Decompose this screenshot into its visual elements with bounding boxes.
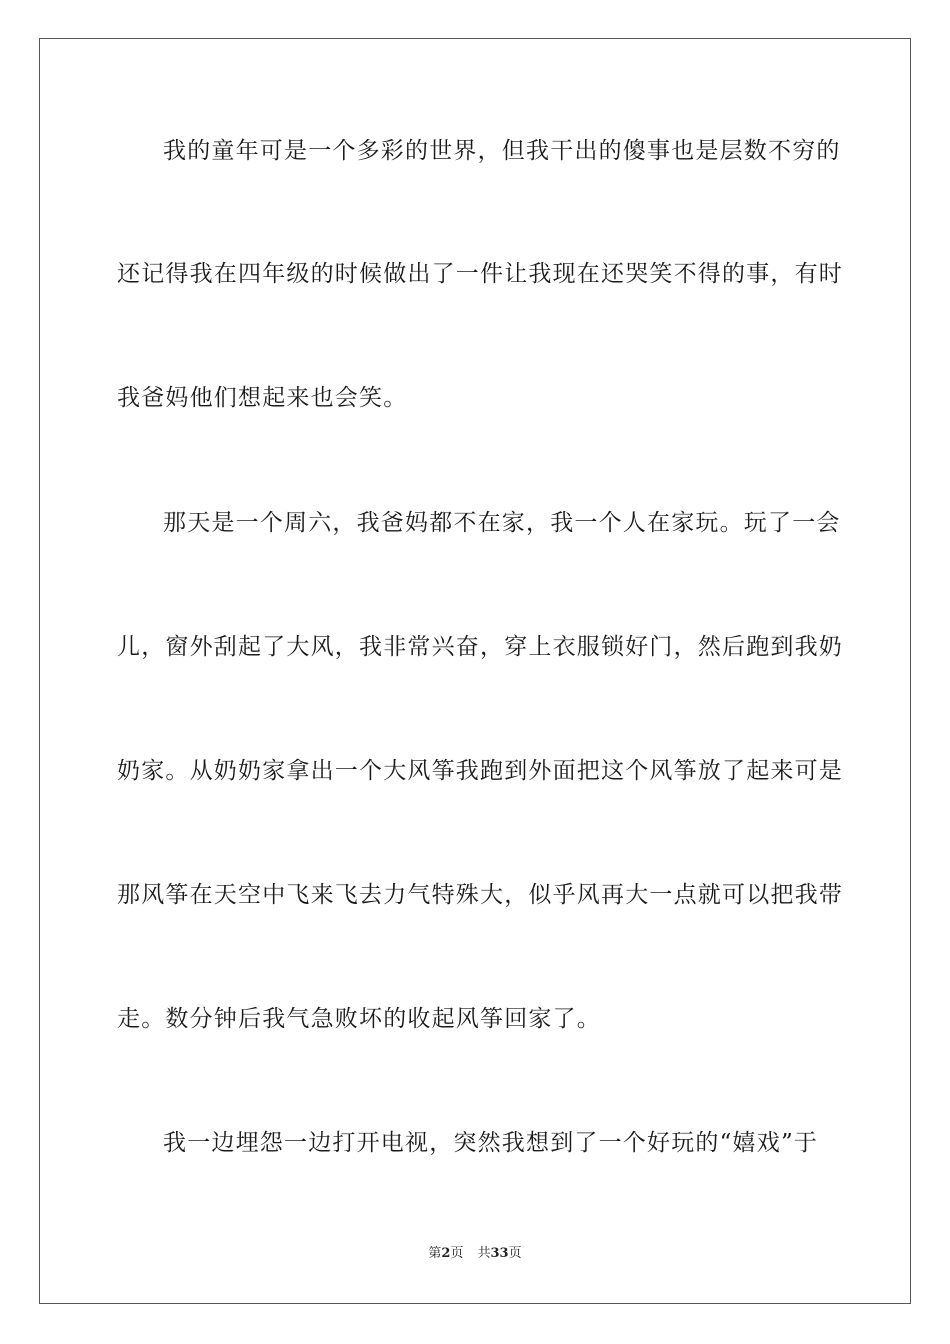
paragraph-1-line-2: 还记得我在四年级的时候做出了一件让我现在还哭笑不得的事，有时 <box>117 261 843 287</box>
paragraph-2-line-3: 奶家。从奶奶家拿出一个大风筝我跑到外面把这个风筝放了起来可是 <box>117 758 843 784</box>
paragraph-2-line-1: 那天是一个周六，我爸妈都不在家，我一个人在家玩。玩了一会 <box>163 510 841 536</box>
paragraph-2-line-5: 走。数分钟后我气急败坏的收起风筝回家了。 <box>117 1006 601 1032</box>
paragraph-2-line-2: 儿，窗外刮起了大风，我非常兴奋，穿上衣服锁好门，然后跑到我奶 <box>117 634 843 660</box>
paragraph-2-line-4: 那风筝在天空中飞来飞去力气特殊大，似乎风再大一点就可以把我带 <box>117 882 843 908</box>
page-footer <box>0 1245 950 1263</box>
total-prefix: 共 <box>477 1246 491 1261</box>
paragraph-1-line-1: 我的童年可是一个多彩的世界，但我干出的傻事也是层数不穷的 <box>163 138 841 164</box>
page-suffix: 页 <box>450 1246 464 1261</box>
page-total: 33 <box>490 1246 509 1261</box>
total-suffix: 页 <box>508 1246 522 1261</box>
page-current: 2 <box>441 1246 451 1261</box>
page-border <box>39 38 911 1304</box>
paragraph-1-line-3: 我爸妈他们想起来也会笑。 <box>117 385 408 411</box>
page-prefix: 第 <box>428 1246 442 1261</box>
paragraph-3-line-1: 我一边埋怨一边打开电视，突然我想到了一个好玩的“嬉戏”于 <box>163 1130 819 1156</box>
